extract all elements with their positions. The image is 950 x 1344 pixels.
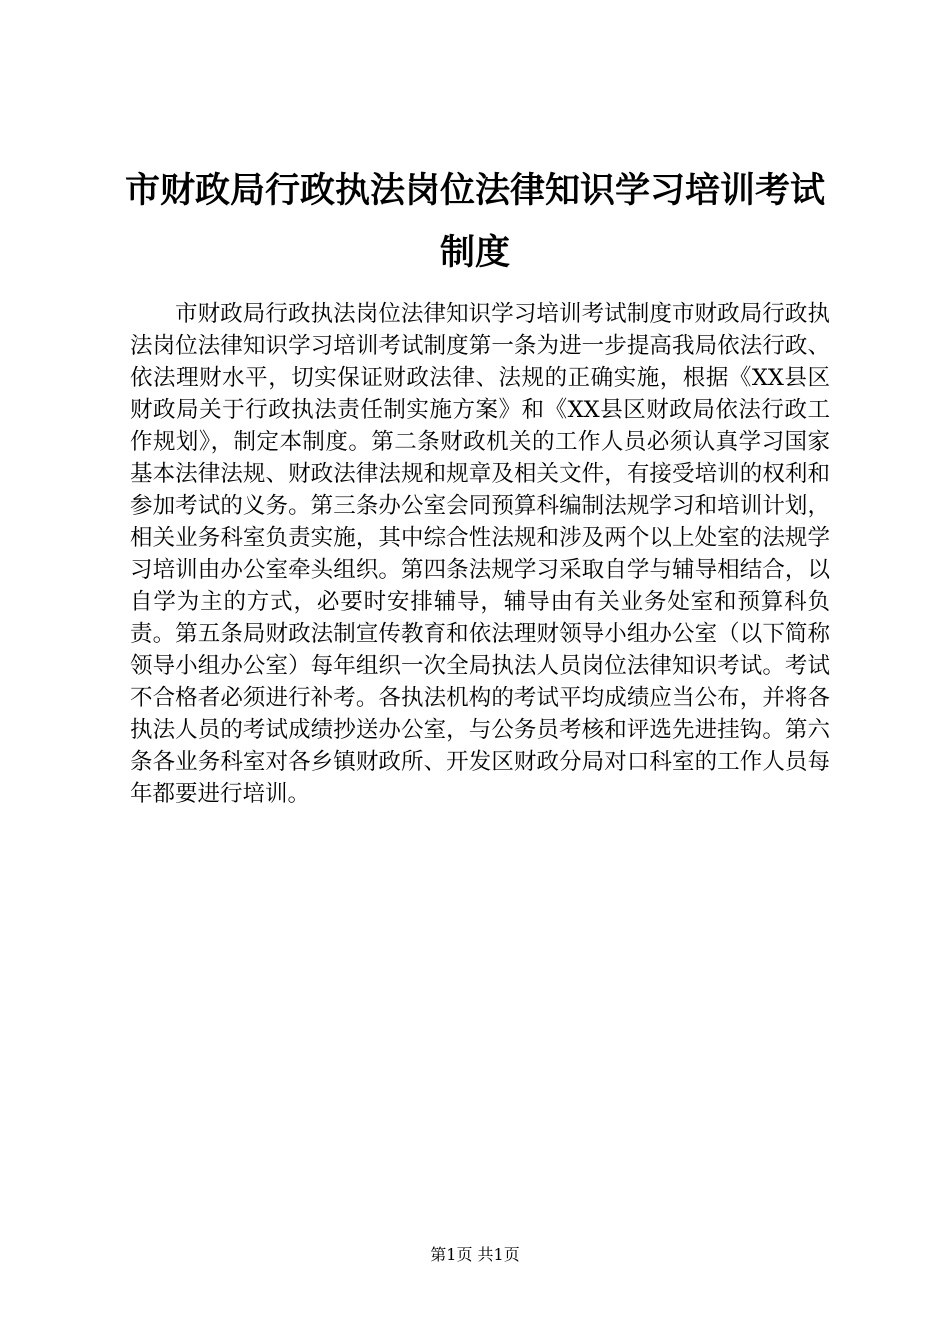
document-title: 市财政局行政执法岗位法律知识学习培训考试制度	[124, 170, 825, 273]
document-body: 市财政局行政执法岗位法律知识学习培训考试制度市财政局行政执法岗位法律知识学习培训考试制度第一条为进一步提高我局依法行政、依法理财水平，切实保证财政法律、法规的正确实施，根据《XX县区财政局关于行政执法责任制实施方案》和《XX县区财政局依法行政工作规划》，制定本制度。第二条财政机关的工作人员必须认真学习国家基本法律法规、财政法律法规和规章及相关文件，有接受培训的权利和参加考试的义务。第三条办公室会同预算科编制法规学习和培训计划，相关业务科室负责实施，其中综合性法规和涉及两个以上处室的法规学习培训由办公室牵头组织。第四条法规学习采取自学与辅导相结合，以自学为主的方式，必要时安排辅导，辅导由有关业务处室和预算科负责。第五条局财政法制宣传教育和依法理财领导小组办公室（以下简称领导小组办公室）每年组织一次全局执法人员岗位法律知识考试。考试不合格者必须进行补考。各执法机构的考试平均成绩应当公布，并将各执法人员的考试成绩抄送办公室，与公务员考核和评选先进挂钩。第六条各业务科室对各乡镇财政所、开发区财政分局对口科室的工作人员每年都要进行培训。	[130, 301, 830, 807]
page-footer: 第1页 共1页	[430, 1245, 520, 1264]
